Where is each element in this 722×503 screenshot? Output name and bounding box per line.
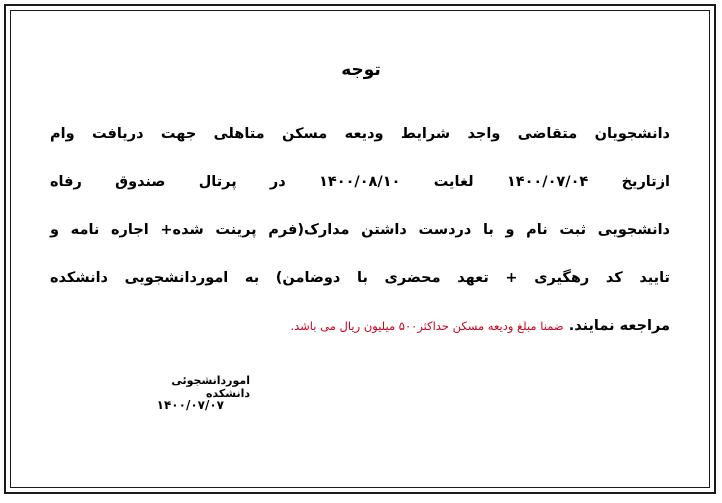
- notice-body: [50, 110, 670, 350]
- notice-line-2: ازتاریخ ۱۴۰۰/۰۷/۰۴ لغایت ۱۴۰۰/۰۸/۱۰ در پرتال صندوق رفاه: [50, 174, 671, 190]
- signature-date: ۱۴۰۰/۰۷/۰۷: [156, 398, 224, 412]
- notice-line-5: [50, 302, 670, 350]
- signature-office: اموردانشجوئی دانشکده: [171, 374, 250, 400]
- notice-line-3: دانشجویی ثبت نام و با دردست داشتن مدارک(فرم پرینت شده+ اجاره نامه و: [50, 222, 670, 238]
- notice-line-1: دانشجویان متقاضی واجد شرایط ودیعه مسکن متاهلی جهت دریافت وام: [50, 126, 670, 142]
- notice-closing-text: مراجعه نمایند.: [568, 318, 670, 334]
- notice-title: توجه: [341, 60, 381, 80]
- notice-red-note: ضمنا مبلغ ودیعه مسکن حداکثر۵۰۰ میلیون ریال می باشد.: [290, 319, 564, 333]
- notice-line-4: تایید کد رهگیری + تعهد محضری با دوضامن) به اموردانشجویی دانشکده: [50, 270, 670, 286]
